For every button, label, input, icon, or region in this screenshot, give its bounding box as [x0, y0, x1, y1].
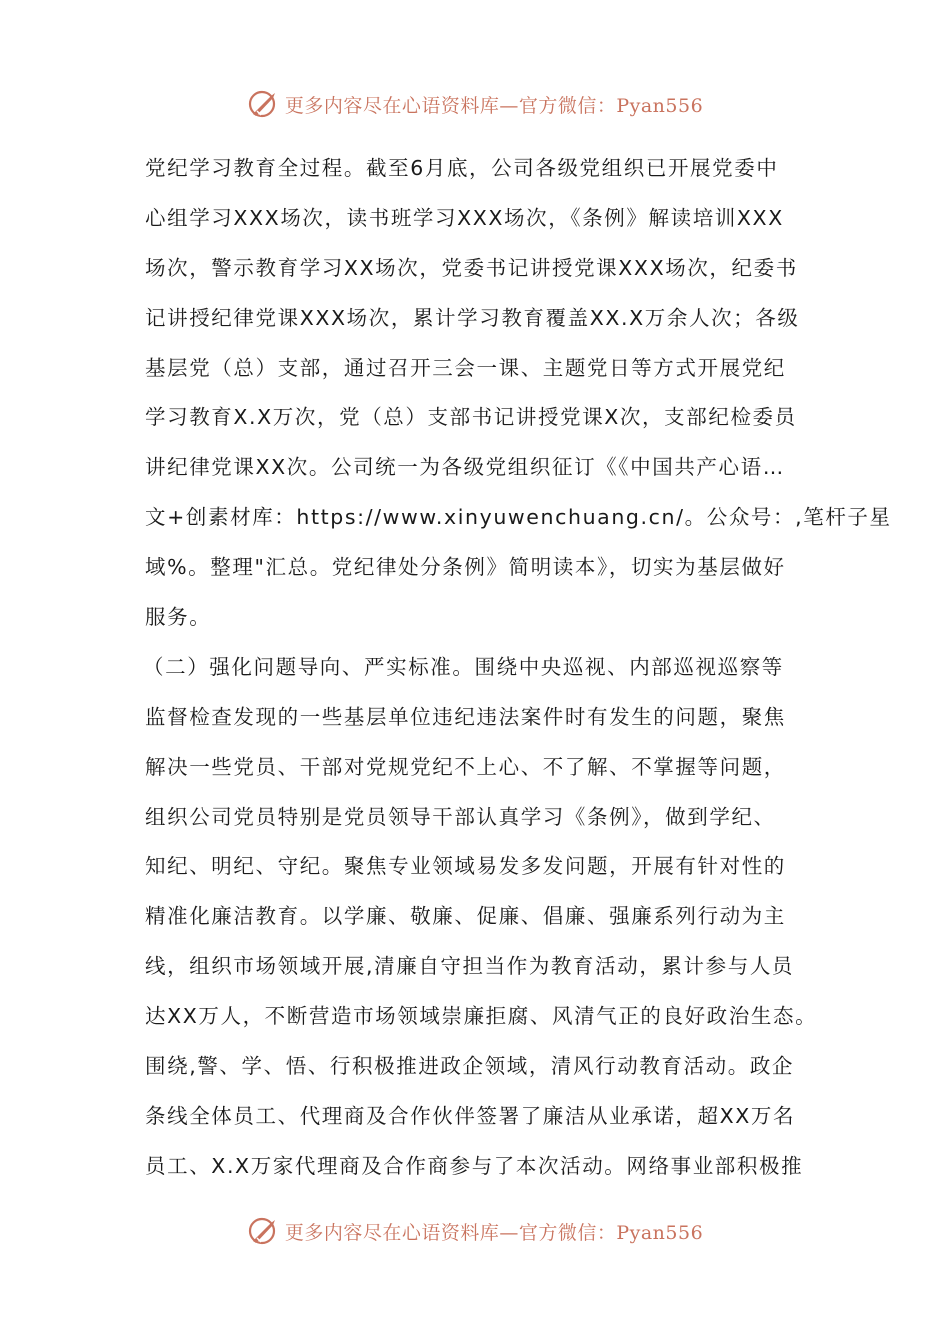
text-line: 域%。整理"汇总。党纪律处分条例》简明读本》，切实为基层做好 [145, 555, 786, 580]
text-line: 围绕,警、学、悟、行积极推进政企领域，清风行动教育活动。政企 [145, 1054, 795, 1079]
text-line: 学习教育X.X万次，党（总）支部书记讲授党课X次，支部纪检委员 [145, 405, 797, 430]
paragraph-1 [145, 149, 892, 648]
pen-circle-logo-icon [247, 87, 281, 121]
text-line: 达XX万人，不断营造市场领域崇廉拒腐、风清气正的良好政治生态。 [145, 1004, 818, 1029]
text-line: 条线全体员工、代理商及合作伙伴签署了廉洁从业承诺，超XX万名 [145, 1103, 796, 1128]
document-body [143, 149, 892, 1197]
text-line: 知纪、明纪、守纪。聚焦专业领域易发多发问题，开展有针对性的 [145, 854, 786, 879]
paragraph-2 [143, 648, 818, 1197]
text-line: 场次，警示教育学习XX场次，党委书记讲授党课XXX场次，纪委书 [145, 255, 798, 280]
text-line: 基层党（总）支部，通过召开三会一课、主题党日等方式开展党纪 [145, 355, 786, 380]
text-line: 服务。 [145, 605, 212, 630]
text-line: 讲纪律党课XX次。公司统一为各级党组织征订《《中国共产心语… [145, 455, 785, 480]
text-line: 员工、X.X万家代理商及合作商参与了本次活动。网络事业部积极推 [145, 1153, 804, 1178]
text-line: 记讲授纪律党课XXX场次，累计学习教育覆盖XX.X万余人次；各级 [145, 305, 800, 330]
watermark-text: 更多内容尽在心语资料库—官方微信：Pyan556 [284, 94, 704, 117]
text-line: 组织公司党员特别是党员领导干部认真学习《条例》，做到学纪、 [145, 804, 776, 829]
text-line: （二）强化问题导向、严实标准。围绕中央巡视、内部巡视巡察等 [143, 654, 784, 679]
text-line: 文+创素材库：https://www.xinyuwenchuang.cn/。公众号：,笔杆子星 [145, 505, 892, 530]
header-watermark-banner [0, 84, 950, 124]
pen-circle-logo-icon [247, 1214, 281, 1248]
text-line: 心组学习XXX场次，读书班学习XXX场次，《条例》解读培训XXX [145, 205, 784, 230]
text-line: 线，组织市场领域开展,清廉自守担当作为教育活动，累计参与人员 [145, 954, 795, 979]
text-line: 监督检查发现的一些基层单位违纪违法案件时有发生的问题，聚焦 [145, 704, 786, 729]
text-line: 精准化廉洁教育。以学廉、敬廉、促廉、倡廉、强廉系列行动为主 [145, 904, 786, 929]
text-line: 党纪学习教育全过程。截至6月底，公司各级党组织已开展党委中 [145, 156, 779, 180]
footer-watermark-banner [0, 1211, 950, 1251]
text-line: 解决一些党员、干部对党规党纪不上心、不了解、不掌握等问题， [145, 754, 786, 779]
watermark-text: 更多内容尽在心语资料库—官方微信：Pyan556 [284, 1221, 704, 1244]
